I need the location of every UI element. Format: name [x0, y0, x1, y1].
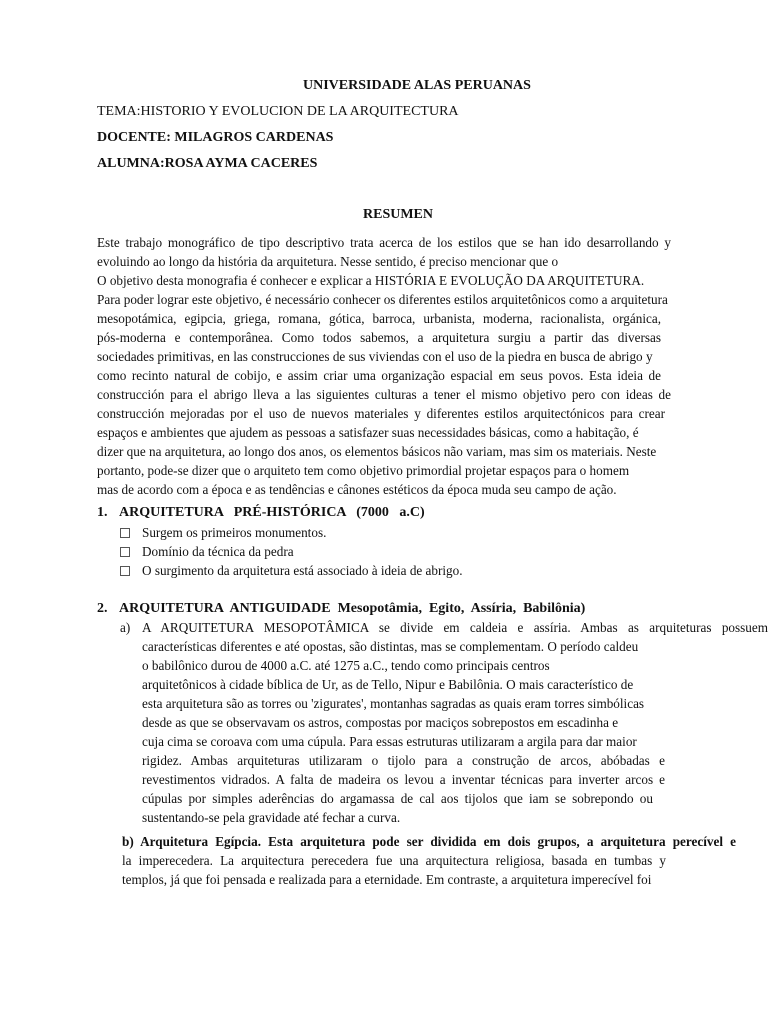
sub-a-line: o babilônico durou de 4000 a.C. até 1275 a.C., tendo como principais centros — [142, 658, 550, 673]
resumen-title: RESUMEN — [363, 207, 434, 222]
section1-title: ARQUITETURA PRÉ-HISTÓRICA (7000 a.C) — [119, 505, 425, 520]
section1-item: O surgimento da arquitetura está associado à ideia de abrigo. — [142, 563, 463, 578]
sub-a-marker: a) — [120, 620, 131, 635]
university-title: UNIVERSIDADE ALAS PERUANAS — [303, 78, 531, 93]
sub-a-line: desde as que se observavam os astros, compostas por maciços sobrepostos em escadinha e — [142, 715, 619, 730]
resumen-line: mas de acordo com a época e as tendências e cânones estéticos da época muda seu campo de ação. — [97, 482, 617, 497]
sub-a-line: características diferentes e até opostas, são distintas, mas se complementam. O período caldeu — [142, 639, 639, 654]
sub-a-line: cúpulas por simples aderências do argamassa de cal aos tijolos que iam se sobrepondo ou — [142, 791, 653, 806]
resumen-line: espaços e ambientes que ajudem as pessoas a satisfazer suas necessidades básicas, como a habitação, é — [97, 425, 639, 440]
resumen-line: O objetivo desta monografia é conhecer e explicar a HISTÓRIA E EVOLUÇÃO DA ARQUITETURA. — [97, 273, 645, 288]
resumen-line: construcción para el abrigo lleva a las siguientes culturas a tener el mismo objetivo pero con ideas de — [97, 387, 671, 402]
sub-a-line: arquitetônicos à cidade bíblica de Ur, as de Tello, Nipur e Babilônia. O mais característico de — [142, 677, 634, 692]
sub-a-line: sustentando-se pela gravidade até fechar a curva. — [142, 810, 401, 825]
resumen-line: dizer que na arquitetura, ao longo dos anos, os elementos básicos não variam, mas sim os materiais. Neste — [97, 444, 657, 459]
resumen-line: Para poder lograr este objetivo, é necessário conhecer os diferentes estilos arquitetônicos como a arquitetura — [97, 292, 668, 307]
resumen-line: sociedades primitivas, en las construcciones de sus viviendas con el uso de la piedra en busca de abrigo y — [97, 349, 653, 364]
section1-number: 1. — [97, 505, 108, 520]
tema-line: TEMA:HISTORIO Y EVOLUCION DE LA ARQUITECTURA — [97, 104, 459, 119]
sub-a-line: revestimentos vidrados. A falta de madeira os levou a inventar técnicas para inverter arcos e — [142, 772, 665, 787]
checkbox-bullet-icon — [120, 547, 130, 557]
sub-b-heading: b) Arquitetura Egípcia. Esta arquitetura pode ser dividida em dois grupos, a arquitetura perecível e — [122, 834, 736, 849]
section1-item: Domínio da técnica da pedra — [142, 544, 294, 559]
section2-title: ARQUITETURA ANTIGUIDADE Mesopotâmia, Egito, Assíria, Babilônia) — [119, 601, 586, 616]
resumen-line: mesopotámica, egipcia, griega, romana, gótica, barroca, urbanista, moderna, racionalista, orgánica, — [97, 311, 661, 326]
sub-b-line: la imperecedera. La arquitectura perecedera fue una arquitectura religiosa, basada en tumbas y — [122, 853, 666, 868]
sub-a-line: esta arquitetura são as torres ou 'zigurates', montanhas sagradas as quais eram torres simbólicas — [142, 696, 645, 711]
alumna-line: ALUMNA:ROSA AYMA CACERES — [97, 156, 318, 171]
sub-a-line: rigidez. Ambas arquiteturas utilizaram o tijolo para a construção de arcos, abóbadas e — [142, 753, 665, 768]
sub-b-line: templos, já que foi pensada e realizada para a eternidade. Em contraste, a arquitetura imperecível foi — [122, 872, 652, 887]
resumen-line: Este trabajo monográfico de tipo descriptivo trata acerca de los estilos que se han ido desarrollando y — [97, 235, 671, 250]
section2-number: 2. — [97, 601, 108, 616]
resumen-line: portanto, pode-se dizer que o arquiteto tem como objetivo primordial projetar espaços para o homem — [97, 463, 630, 478]
sub-a-line: cuja cima se coroava com uma cúpula. Para essas estruturas utilizaram a argila para dar maior — [142, 734, 637, 749]
resumen-line: evoluindo ao longo da história da arquitetura. Nesse sentido, é preciso mencionar que o — [97, 254, 559, 269]
sub-a-line: A ARQUITETURA MESOPOTÂMICA se divide em caldeia e assíria. Ambas as arquiteturas possuem — [142, 620, 768, 635]
checkbox-bullet-icon — [120, 566, 130, 576]
resumen-line: como recinto natural de cobijo, e assim criar uma organização espacial em seus povos. Esta ideia de — [97, 368, 661, 383]
resumen-line: construcción mejoradas por el uso de nuevos materiales y diferentes estilos arquitectónicos para crear — [97, 406, 665, 421]
checkbox-bullet-icon — [120, 528, 130, 538]
docente-line: DOCENTE: MILAGROS CARDENAS — [97, 130, 334, 145]
resumen-line: pós-moderna e contemporânea. Como todos sabemos, a arquitetura surgiu a partir das diversas — [97, 330, 661, 345]
section1-item: Surgem os primeiros monumentos. — [142, 525, 327, 540]
